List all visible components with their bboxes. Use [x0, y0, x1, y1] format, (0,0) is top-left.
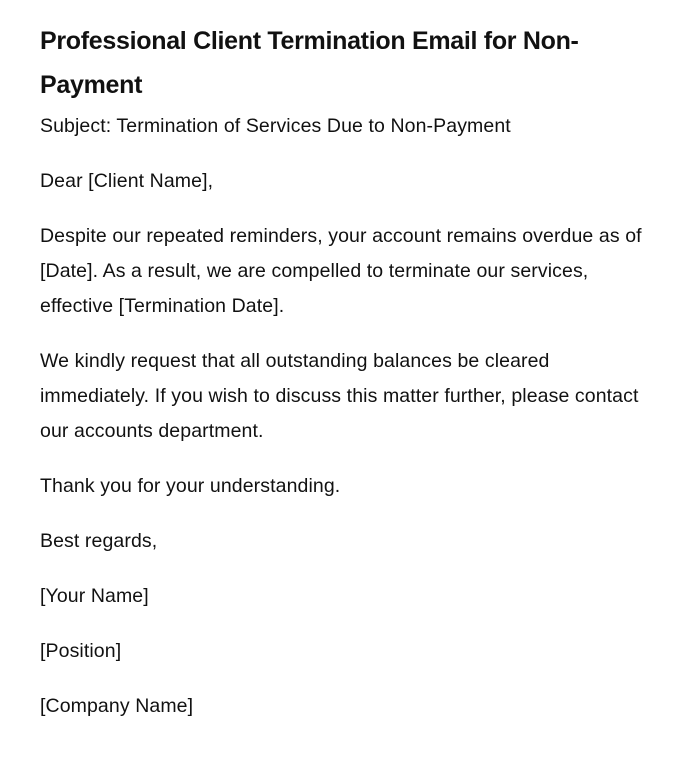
document-title: Professional Client Termination Email for Non-Payment — [40, 27, 579, 99]
email-closing: Best regards, — [40, 530, 158, 552]
signature-company: [Company Name] — [40, 695, 194, 717]
email-greeting: Dear [Client Name], — [40, 170, 214, 192]
signature-position: [Position] — [40, 640, 122, 662]
body-paragraph-overdue: Despite our repeated reminders, your account remains overdue as of [Date]. As a result, we are compelled to terminate our services, effective [Termination Date]. — [40, 225, 642, 317]
body-paragraph-thanks: Thank you for your understanding. — [40, 475, 341, 497]
email-subject: Subject: Termination of Services Due to Non-Payment — [40, 115, 511, 137]
signature-name: [Your Name] — [40, 585, 149, 607]
body-paragraph-request: We kindly request that all outstanding balances be cleared immediately. If you wish to discuss this matter further, please contact our accounts department. — [40, 350, 639, 442]
